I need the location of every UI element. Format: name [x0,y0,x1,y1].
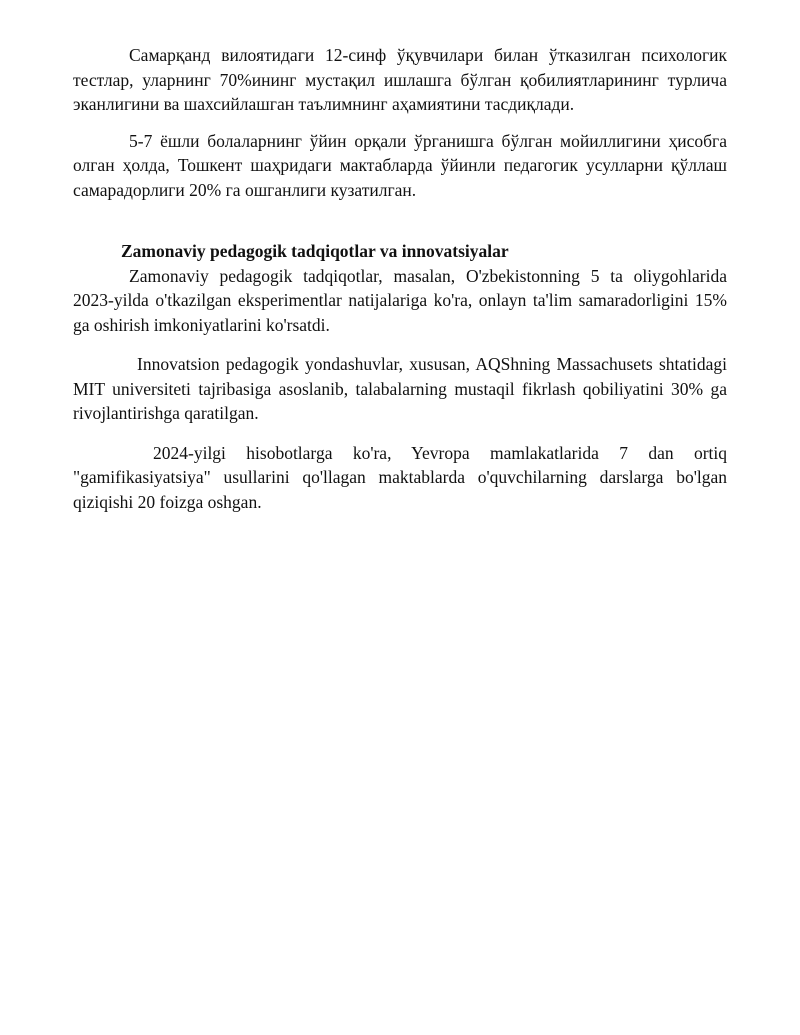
paragraph-gamification-reports: 2024-yilgi hisobotlarga ko'ra, Yevropa mamlakatlarida 7 dan ortiq "gamifikasiyatsiya" usullarini qo'llagan maktablarda o'quvchilarning darslarga bo'lgan qiziqishi 20 foizga oshgan. [73,442,727,512]
paragraph-tashkent-games: 5-7 ёшли болаларнинг ўйин орқали ўрганишга бўлган мойиллигини ҳисобга олган ҳолда, Тошкент шаҳридаги мактабларда ўйинли педагогик усулларни қўллаш самарадорлиги 20% га ошганлиги кузатилган. [73,130,727,200]
paragraph-samarkand-tests: Самарқанд вилоятидаги 12-синф ўқувчилари билан ўтказилган психологик тестлар, уларнинг 70%ининг мустақил ишлашга бўлган қобилиятларининг турлича эканлигини ва шахсийлашган таълимнинг аҳамиятини тасдиқлади. [73,45,727,114]
section-heading: Zamonaviy pedagogik tadqiqotlar va innovatsiyalar [121,241,509,261]
paragraph-innovative-approaches: Innovatsion pedagogik yondashuvlar, xususan, AQShning Massachusets shtatidagi MIT universiteti tajribasiga asoslanib, talabalarning mustaqil fikrlash qobiliyatini 30% ga rivojlantirishga qaratilgan. [73,354,727,423]
document-body [73,43,727,514]
paragraph-modern-research: Zamonaviy pedagogik tadqiqotlar, masalan, O'zbekistonning 5 ta oliygohlarida 2023-yilda o'tkazilgan eksperimentlar natijalariga ko'ra, onlayn ta'lim samaradorligini 15% ga oshirish imkoniyatlarini ko'rsatdi. [73,265,727,335]
